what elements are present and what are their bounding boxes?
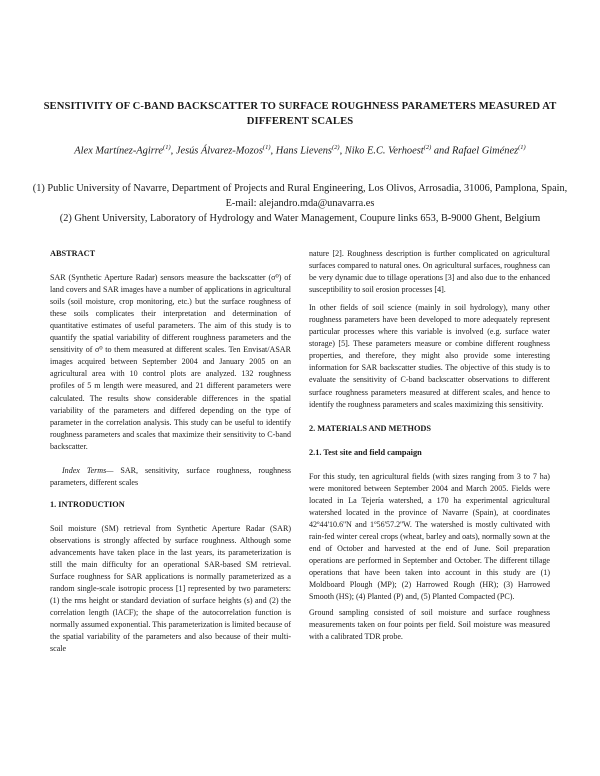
abstract-heading: ABSTRACT [50,249,96,258]
methods-paragraph-2: Ground sampling consisted of soil moisture and surface roughness measurements taken on four points per field. Soil moisture was measured with a calibrated TDR probe. [309,608,550,642]
paper-title: SENSITIVITY OF C-BAND BACKSCATTER TO SURFACE ROUGHNESS PARAMETERS MEASURED AT DIFFERENT SCALES [43,101,557,127]
abstract-text: SAR (Synthetic Aperture Radar) sensors measure the backscatter (σ⁰) of land covers and SAR images have a number of applications in agricultural soils (soil moisture, crop monitoring, etc.) but the surface roughness of these soils complicates their interpretation and determination of quantitative estimates of useful parameters. The aim of this study is to quantify the spatial variability of different roughness parameters and the sensitivity of σ⁰ to them measured at different scales. Ten Envisat/ASAR images acquired between September 2004 and January 2005 on an agricultural area with 10 control plots are analyzed. 132 roughness profiles of 5 m length were measured, and 21 different parameters were calculated. The results show considerable differences in the spatial variability of the parameters and differed depending on the type of parameter in the correlation analysis. This study can be useful to identify roughness parameters and scales that maximize their sensitivity to C-band backscatter. [50,273,291,451]
introduction-paragraph-continued: nature [2]. Roughness description is further complicated on agricultural surfaces compared to natural ones. On agricultural surfaces, roughness can be very dynamic due to tillage operations [3] and also due to the enhanced susceptibility to soil erosion processes [4]. [309,249,550,295]
methods-heading: 2. MATERIALS AND METHODS [309,423,432,433]
introduction-paragraph: Soil moisture (SM) retrieval from Synthetic Aperture Radar (SAR) observations is strongly affected by surface roughness. Although some advancements have taken place in the last years, its parameterization is still the main difficulty for an operational SAR-based SM retrieval. Surface roughness for SAR applications is normally parameterized as a random single-scale isotropic process [1] represented by two parameters: (1) the rms height or standard deviation of surface heights (s) and (2) the correlation length (lACF); the shape of the autocorrelation function is normally assumed exponential. This parameterization is limited because of the spatial variability of the parameters and also because of their multi-scale [50,523,291,654]
introduction-paragraph-2: In other fields of soil science (mainly in soil hydrology), many other roughness parameters have been developed to more adequately represent particular processes where this variable is involved (e.g. surface water storage) [5]. These parameters measure or combine different roughness properties, and therefore, they might also provide some interesting information for SAR backscatter studies. The objective of this study is to evaluate the sensitivity of C-band backscatter observations to different surface roughness parameters measured at different scales, and hence to identify the roughness parameters and scales maximizing this sensitivity. [309,303,550,409]
affiliation-2: (2) Ghent University, Laboratory of Hydrology and Water Management, Coupure links 653, B-9000 Ghent, Belgium [59,213,541,225]
author-name: Niko E.C. Verhoest [344,145,424,157]
author-name: Rafael Giménez [452,145,519,157]
index-terms-label: Index Terms— [62,465,114,475]
introduction-heading: 1. INTRODUCTION [50,499,125,509]
methods-paragraph: For this study, ten agricultural fields (with sizes ranging from 3 to 7 ha) were monitored between September 2004 and March 2005. Fields were located in La Tejería watershed, a 170 ha experimental agricultural watershed located in the province of Navarre (Spain), at coordinates 42º44'10.6''N and 1º56'57.2''W. The watershed is mostly cultivated with rain-fed winter cereal crops (wheat, barley and oats), normally sown at the end of October and harvested at the end of June. Soil preparation operations are performed in September and October. The different tillage operations that have been taken into account in this study are (1) Moldboard Plough (MP); (2) Harrowed Rough (HR); (3) Harrowed Smooth (HS); (4) Planted (P) and, (5) Planted Compacted (PC). [309,471,550,602]
author-affiliation-mark: (1) [262,144,271,151]
index-terms [50,465,291,489]
author-affiliation-mark: (1) [163,144,171,151]
author-affiliation-mark: (1) [518,144,526,151]
author-affiliation-mark: (2) [423,144,432,151]
affiliation-1: (1) Public University of Navarre, Department of Projects and Rural Engineering, Los Olivos, Arrosadia, 31006, Pamplona, Spain, E-mail: alejandro.mda@unavarra.es [32,183,568,210]
affiliations [30,181,570,227]
index-terms-text: SAR, sensitivity, surface roughness, roughness parameters, different scales [50,465,291,487]
right-column [309,248,550,643]
methods-subheading: 2.1. Test site and field campaign [309,447,422,457]
author-name: Hans Lievens [275,145,332,157]
author-name: Alex Martínez-Agirre [74,145,164,157]
author-name: Jesús Álvarez-Mozos [175,145,263,157]
author-affiliation-mark: (2) [331,144,340,151]
author-list: Alex Martínez-Agirre$^{(1)}$, Jesús Álvarez-Mozos$^{(1)}$, Hans Lievens$^{(2)}$, Niko E.C. Verhoest$^{(2)}$ and Rafael Giménez$^{(1)}$ [74,144,526,157]
left-column [50,248,291,655]
